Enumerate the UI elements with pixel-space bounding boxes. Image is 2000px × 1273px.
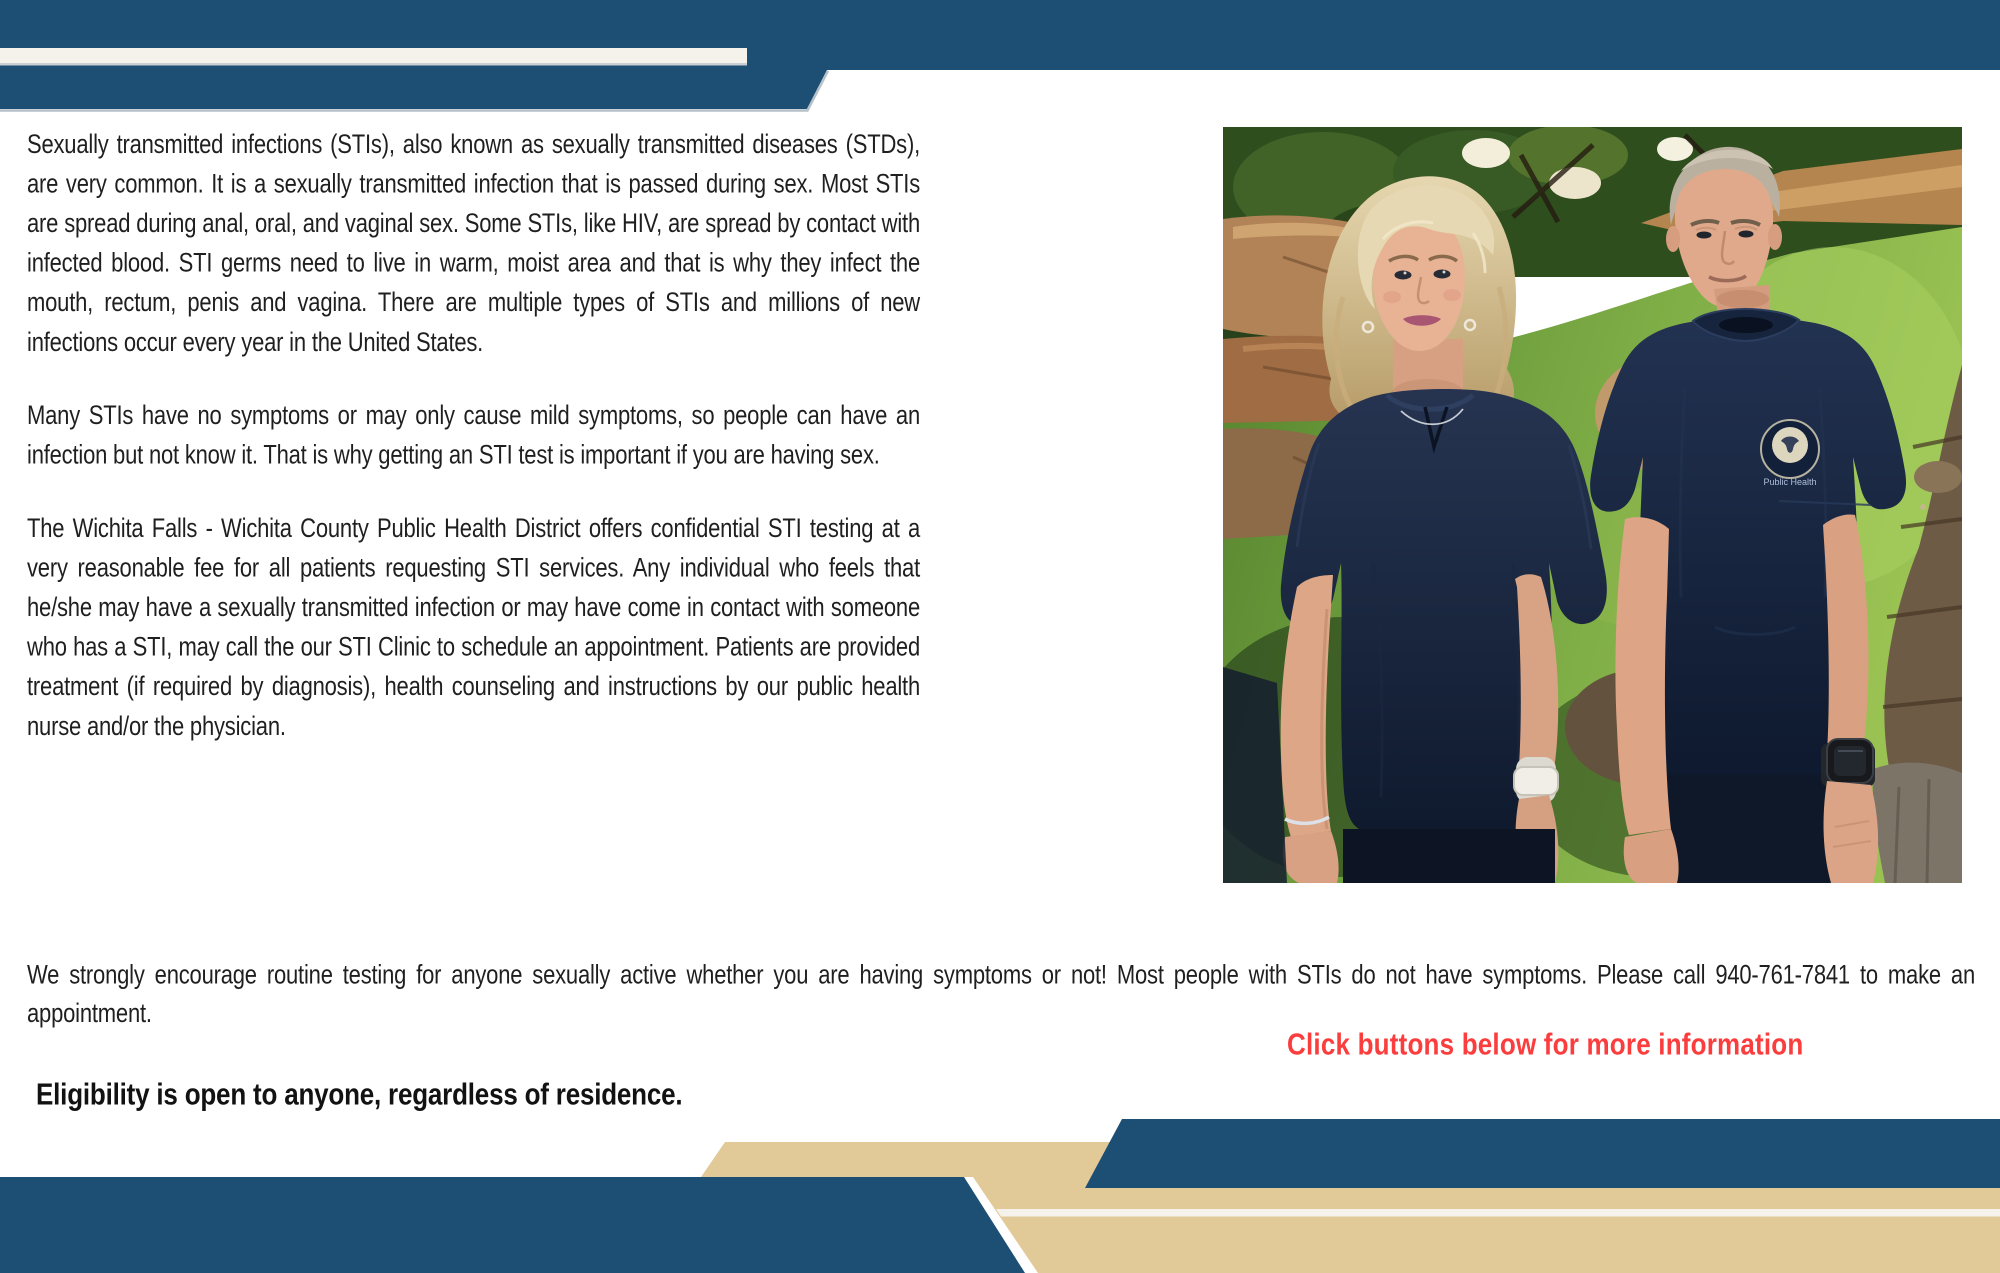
footer-navy-band-right <box>1085 1119 2000 1188</box>
footer-banner-decoration <box>0 1073 2000 1273</box>
header-banner-decoration <box>0 0 2000 130</box>
staff-photo <box>1223 127 1962 883</box>
white-watch <box>1514 757 1558 803</box>
paragraph-routine-testing: We strongly encourage routine testing for anyone sexually active whether you are having symptoms or not! Most people with STIs do not have symptoms. Please call 940-761-7841 to make an appointment. <box>27 959 1975 1028</box>
cta-click-buttons-text: Click buttons below for more information <box>1287 1026 1804 1062</box>
black-smartwatch <box>1821 739 1875 787</box>
footer-navy-band-left <box>0 1177 1025 1273</box>
paragraph-symptoms: Many STIs have no symptoms or may only cause mild symptoms, so people can have an infection but not know it. That is why getting an STI test is important if you are having sex. <box>27 400 920 470</box>
public-health-badge <box>1760 419 1820 487</box>
badge-text: Public Health <box>1763 477 1817 487</box>
intro-paragraphs <box>27 124 920 779</box>
eligibility-statement: Eligibility is open to anyone, regardless of residence. <box>36 1076 683 1112</box>
woman-pants <box>1343 829 1555 883</box>
paragraph-sti-overview: Sexually transmitted infections (STIs), also known as sexually transmitted diseases (STDs), are very common. It is a sexually transmitted infection that is passed during sex. Most STIs are spread during anal, oral, and vaginal sex. Some STIs, like HIV, are spread by contact with infected blood. STI germs need to live in warm, moist area and that is why they infect the mouth, rectum, penis and vagina. There are multiple types of STIs and millions of new infections occur every year in the United States. <box>27 128 920 357</box>
paragraph-district-services: The Wichita Falls - Wichita County Public Health District offers confidential STI testing at a very reasonable fee for all patients requesting STI services. Any individual who feels that he/she may have a sexually transmitted infection or may have come in contact with someone who has a STI, may call the our STI Clinic to schedule an appointment. Patients are provided treatment (if required by diagnosis), health counseling and instructions by our public health nurse and/or the physician. <box>27 512 920 741</box>
header-stripe-shadow <box>0 63 747 66</box>
header-white-stripe <box>0 48 747 63</box>
man-pants <box>1873 763 1962 883</box>
footer-white-stripe <box>996 1209 2000 1217</box>
